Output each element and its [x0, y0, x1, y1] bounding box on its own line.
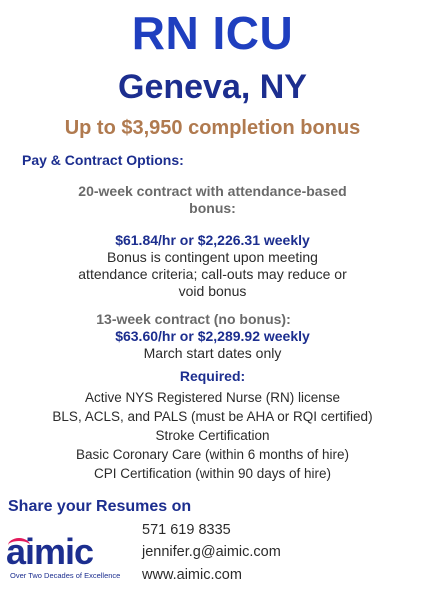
contract-20-week-note-line1: Bonus is contingent upon meeting [107, 249, 318, 265]
aimic-logo [6, 532, 126, 584]
contract-20-week-title-line1: 20-week contract with attendance-based [78, 183, 347, 199]
pay-options-heading: Pay & Contract Options: [22, 152, 184, 168]
contract-20-week-details [0, 232, 425, 300]
contract-20-week-title-line2: bonus: [189, 200, 236, 216]
logo-wordmark: aimic [6, 531, 94, 572]
contract-13-week-title: 13-week contract (no bonus): [96, 311, 291, 327]
contract-20-week-rate: $61.84/hr or $2,226.31 weekly [115, 232, 310, 248]
requirement-item: BLS, ACLS, and PALS (must be AHA or RQI certified) [52, 409, 373, 424]
contract-13-week [0, 311, 425, 362]
requirement-item: Basic Coronary Care (within 6 months of hire) [75, 447, 350, 462]
job-location: Geneva, NY [118, 68, 307, 106]
contact-phone: 571 619 8335 [142, 522, 231, 538]
logo-tagline: Over Two Decades of Excellence [10, 571, 121, 580]
requirement-item: CPI Certification (within 90 days of hire) [93, 466, 332, 481]
contract-13-week-note: March start dates only [143, 345, 282, 361]
required-heading: Required: [179, 368, 246, 384]
contact-website: www.aimic.com [142, 567, 242, 583]
contract-13-week-rate: $63.60/hr or $2,289.92 weekly [115, 328, 310, 344]
bonus-headline: Up to $3,950 completion bonus [64, 117, 361, 139]
contact-email: jennifer.g@aimic.com [142, 544, 281, 560]
requirement-item: Stroke Certification [155, 428, 270, 443]
contract-20-week [0, 183, 425, 217]
share-resumes-heading: Share your Resumes on [8, 498, 192, 515]
contract-20-week-note-line3: void bonus [178, 283, 247, 299]
requirement-item: Active NYS Registered Nurse (RN) license [84, 390, 341, 405]
requirements-list [0, 388, 425, 483]
contract-20-week-note-line2: attendance criteria; call-outs may reduce or [78, 266, 347, 282]
job-title: RN ICU [131, 7, 294, 59]
